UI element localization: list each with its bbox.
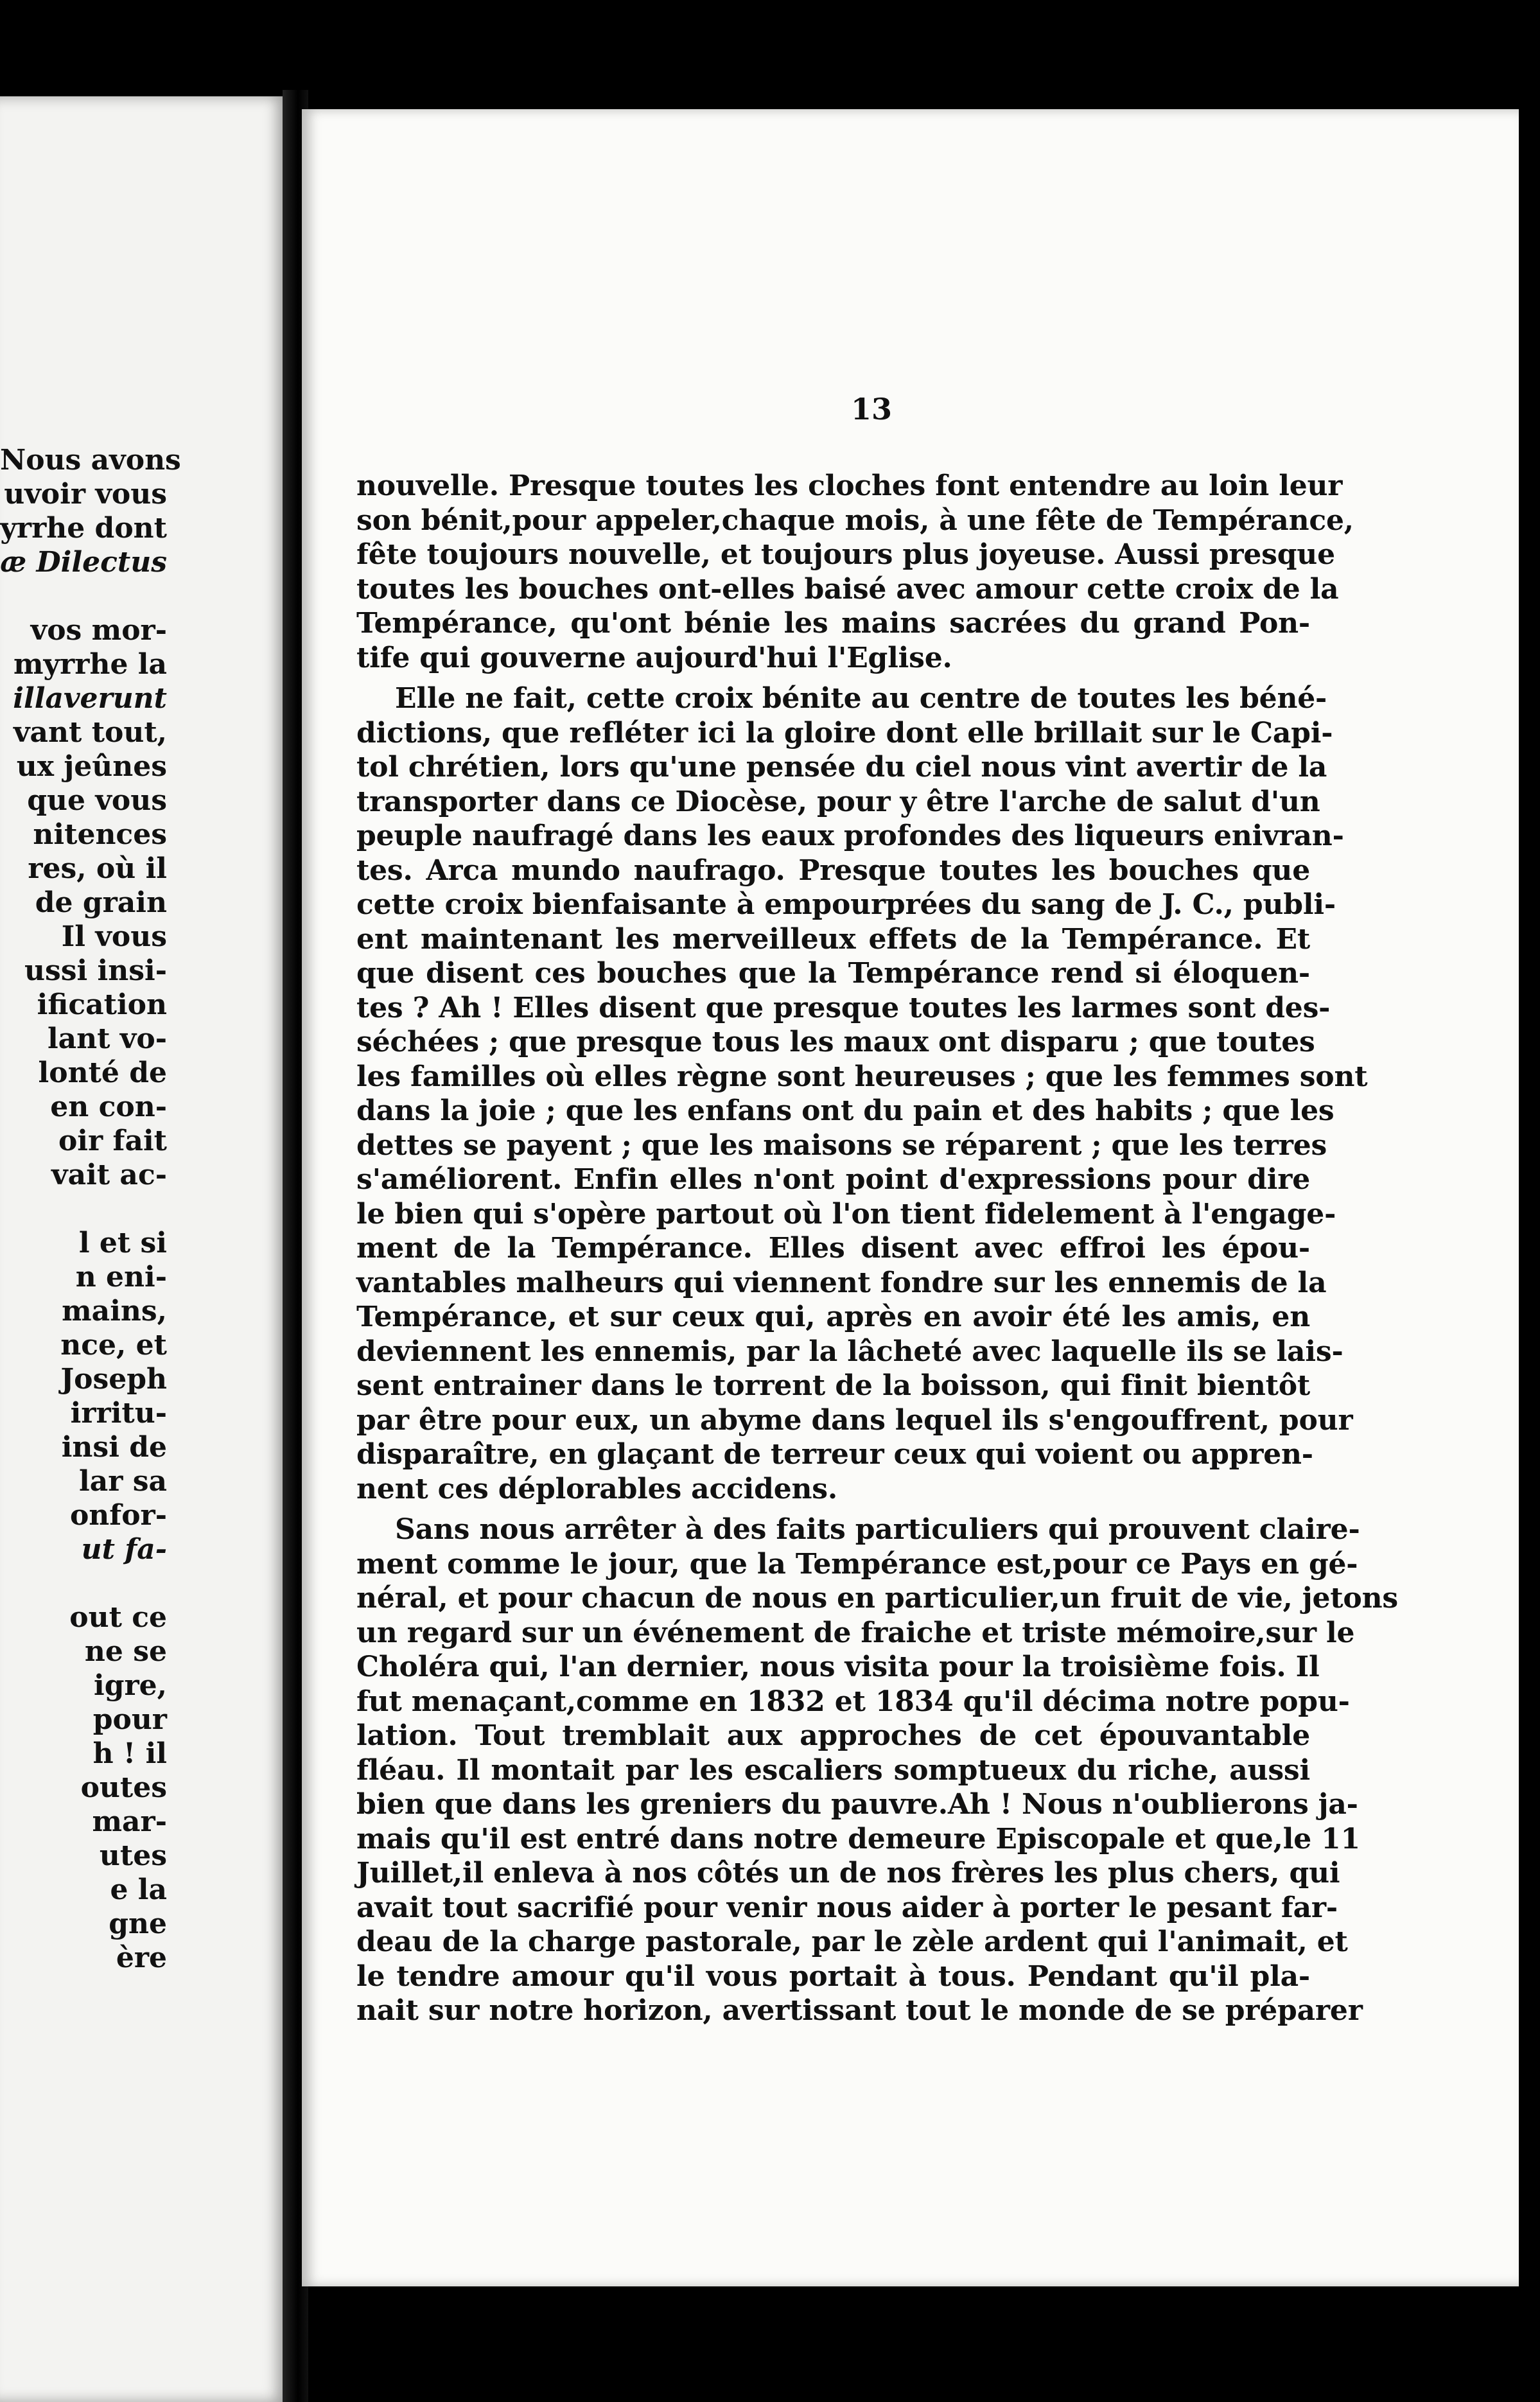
- previous-page-line: vait ac-: [51, 1159, 167, 1191]
- previous-page-line: h ! il: [92, 1737, 167, 1770]
- text-line: que disent ces bouches que la Tempérance rend si éloquen-: [356, 957, 1310, 990]
- previous-page-line: [0, 1192, 289, 1226]
- previous-page-line: æ Dilectus: [0, 546, 167, 579]
- text-line: nait sur notre horizon, avertissant tout le monde de se préparer: [356, 1994, 1363, 2027]
- text-line: tes ? Ah ! Elles disent que presque toutes les larmes sont des-: [356, 991, 1331, 1024]
- previous-page-line: lonté de: [38, 1056, 167, 1089]
- previous-page-line: que vous: [27, 784, 167, 817]
- previous-page-line: ification: [37, 988, 167, 1021]
- previous-page-line: e la: [110, 1873, 167, 1906]
- previous-page-line: oir fait: [58, 1125, 167, 1157]
- previous-page-line: en con-: [50, 1091, 167, 1123]
- text-line: deau de la charge pastorale, par le zèle ardent qui l'animait, et: [356, 1925, 1348, 1958]
- previous-page-line: vos mor-: [30, 614, 167, 647]
- previous-page-line: ux jeûnes: [16, 750, 167, 783]
- previous-page-line: mains,: [62, 1295, 167, 1328]
- page-number: 13: [851, 392, 893, 426]
- text-line: dictions, que refléter ici la gloire dont elle brillait sur le Capi-: [356, 716, 1333, 750]
- text-line: bien que dans les greniers du pauvre.Ah ! Nous n'oublierons ja-: [356, 1788, 1358, 1821]
- page: [302, 109, 1519, 2286]
- previous-page-line: utes: [99, 1839, 167, 1872]
- text-line: Tempérance, et sur ceux qui, après en avoir été les amis, en: [356, 1301, 1310, 1333]
- text-line: tol chrétien, lors qu'une pensée du ciel nous vint avertir de la: [356, 751, 1327, 784]
- previous-page-line: uvoir vous: [4, 478, 167, 511]
- previous-page-line: insi de: [61, 1431, 167, 1464]
- previous-page-line: mar-: [92, 1805, 167, 1838]
- text-line: ment de la Tempérance. Elles disent avec effroi les épou-: [356, 1232, 1310, 1265]
- text-line: fléau. Il montait par les escaliers somptueux du riche, aussi: [356, 1753, 1310, 1787]
- previous-page-line: ère: [116, 1942, 167, 1974]
- text-line: ent maintenant les merveilleux effets de la Tempérance. Et: [356, 922, 1310, 956]
- text-line: vantables malheurs qui viennent fondre sur les ennemis de la: [356, 1266, 1327, 1299]
- previous-page-line: myrrhe la: [13, 648, 167, 681]
- previous-page-line: [0, 1566, 289, 1600]
- previous-page-line: Il vous: [61, 920, 167, 953]
- previous-page-line: de grain: [35, 886, 167, 919]
- previous-page-line: outes: [80, 1771, 167, 1804]
- text-line: lation. Tout tremblait aux approches de cet épouvantable: [356, 1719, 1310, 1752]
- text-line: le tendre amour qu'il vous portait à tous. Pendant qu'il pla-: [356, 1959, 1310, 1993]
- text-line: Tempérance, qu'ont bénie les mains sacrées du grand Pon-: [356, 607, 1310, 640]
- text-line: transporter dans ce Diocèse, pour y être l'arche de salut d'un: [356, 785, 1320, 818]
- previous-page-line: ut fa-: [81, 1533, 167, 1566]
- previous-page-line: ne se: [84, 1635, 167, 1668]
- text-line: tife qui gouverne aujourd'hui l'Eglise.: [356, 641, 952, 674]
- previous-page-line: l et si: [78, 1227, 167, 1259]
- previous-page-line: lant vo-: [47, 1022, 167, 1055]
- previous-page-line: onfor-: [69, 1499, 167, 1532]
- text-line: sent entrainer dans le torrent de la boisson, qui finit bientôt: [356, 1369, 1310, 1402]
- previous-page-line: irritu-: [70, 1397, 167, 1430]
- text-line: cette croix bienfaisante à empourprées du sang de J. C., publi-: [356, 888, 1336, 921]
- text-line: Elle ne fait, cette croix bénite au centre de toutes les béné-: [395, 682, 1327, 715]
- text-line: séchées ; que presque tous les maux ont disparu ; que toutes: [356, 1026, 1315, 1058]
- previous-page-line: Joseph: [60, 1363, 167, 1396]
- previous-page-line: out ce: [69, 1601, 167, 1634]
- text-line: toutes les bouches ont-elles baisé avec amour cette croix de la: [356, 572, 1339, 606]
- text-line: mais qu'il est entré dans notre demeure Episcopale et que,le 11: [356, 1822, 1360, 1855]
- previous-page-line: ussi insi-: [24, 954, 167, 987]
- previous-page-line: illaverunt: [13, 682, 167, 715]
- previous-page-line: gne: [109, 1907, 167, 1940]
- previous-page-line: lar sa: [78, 1465, 167, 1498]
- text-line: Juillet,il enleva à nos côtés un de nos frères les plus chers, qui: [356, 1857, 1340, 1889]
- text-line: fut menaçant,comme en 1832 et 1834 qu'il décima notre popu-: [356, 1685, 1350, 1718]
- text-line: un regard sur un événement de fraiche et triste mémoire,sur le: [356, 1616, 1355, 1649]
- text-line: néral, et pour chacun de nous en particulier,un fruit de vie, jetons: [356, 1582, 1398, 1615]
- previous-page-line: nitences: [33, 818, 167, 851]
- text-line: par être pour eux, un abyme dans lequel ils s'engouffrent, pour: [356, 1403, 1353, 1437]
- previous-page-line: res, où il: [28, 852, 167, 885]
- previous-page-fragment: [0, 96, 289, 2402]
- text-line: peuple naufragé dans les eaux profondes des liqueurs enivran-: [356, 820, 1344, 852]
- text-line: ment comme le jour, que la Tempérance est,pour ce Pays en gé-: [356, 1547, 1358, 1581]
- previous-page-line: pour: [92, 1703, 167, 1736]
- previous-page-line: n eni-: [75, 1261, 167, 1293]
- text-line: deviennent les ennemis, par la lâcheté avec laquelle ils se lais-: [356, 1335, 1343, 1368]
- previous-page-line: igre,: [94, 1669, 167, 1702]
- page-body-text: [356, 469, 1398, 2028]
- text-line: nouvelle. Presque toutes les cloches font entendre au loin leur: [356, 469, 1343, 502]
- text-line: Sans nous arrêter à des faits particuliers qui prouvent claire-: [395, 1513, 1360, 1546]
- text-line: avait tout sacrifié pour venir nous aider à porter le pesant far-: [356, 1891, 1338, 1924]
- text-line: son bénit,pour appeler,chaque mois, à une fête de Tempérance,: [356, 504, 1354, 537]
- text-line: s'améliorent. Enfin elles n'ont point d'expressions pour dire: [356, 1163, 1310, 1196]
- text-line: Choléra qui, l'an dernier, nous visita pour la troisième fois. Il: [356, 1651, 1320, 1683]
- previous-page-line: [0, 579, 289, 613]
- previous-page-line: Nous avons: [0, 444, 181, 477]
- text-line: fête toujours nouvelle, et toujours plus joyeuse. Aussi presque: [356, 538, 1335, 571]
- text-line: nent ces déplorables accidens.: [356, 1472, 837, 1505]
- text-line: disparaître, en glaçant de terreur ceux qui voient ou appren-: [356, 1438, 1313, 1471]
- text-line: le bien qui s'opère partout où l'on tient fidelement à l'engage-: [356, 1197, 1336, 1231]
- previous-page-line: vant tout,: [13, 716, 167, 749]
- text-line: les familles où elles règne sont heureuses ; que les femmes sont: [356, 1060, 1368, 1093]
- previous-page-text: [0, 443, 289, 1975]
- text-line: dans la joie ; que les enfans ont du pain et des habits ; que les: [356, 1094, 1334, 1127]
- text-line: dettes se payent ; que les maisons se réparent ; que les terres: [356, 1128, 1327, 1162]
- text-line: tes. Arca mundo naufrago. Presque toutes les bouches que: [356, 854, 1310, 887]
- previous-page-line: nce, et: [60, 1329, 167, 1362]
- previous-page-line: yrrhe dont: [0, 512, 167, 545]
